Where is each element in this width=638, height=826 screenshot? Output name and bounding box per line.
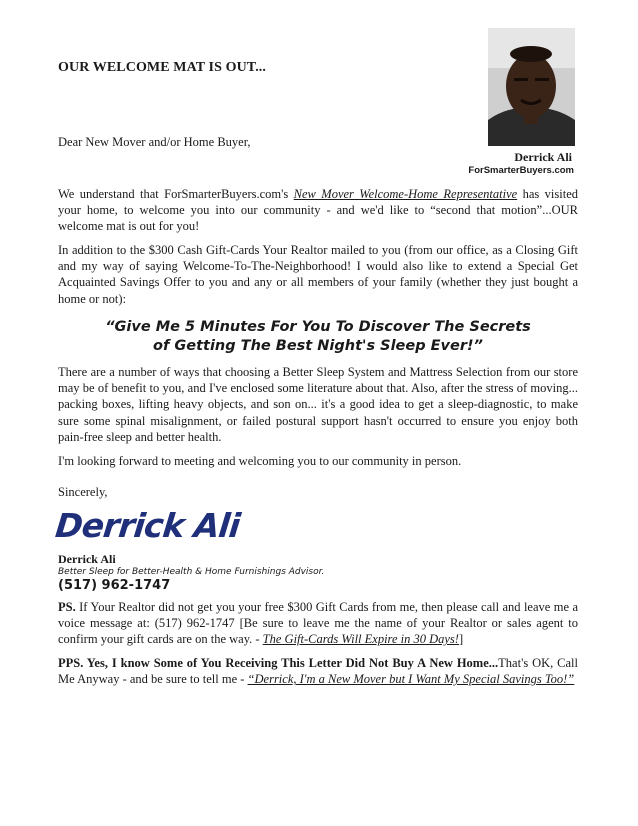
representative-link[interactable]: New Mover Welcome-Home Representative [293, 187, 518, 201]
author-photo [488, 28, 575, 146]
postscript-text: If Your Realtor did not get you your free $300 Gift Cards from me, then please call and leave me a voice message at: (517) 962-1747 [Be sure to leave me the name of your Realtor or sales agent to confirm your gift cards are on the way. - [58, 600, 578, 647]
headline-line-2: of Getting The Best Night's Sleep Ever!” [153, 337, 483, 354]
post-postscript [58, 655, 578, 687]
headline [58, 318, 578, 355]
photo-caption-name: Derrick Ali [514, 150, 572, 164]
signature-image [53, 503, 242, 551]
signer-phone: (517) 962-1747 [58, 578, 171, 593]
letter-title: OUR WELCOME MAT IS OUT... [58, 60, 266, 75]
signer-name: Derrick Ali [58, 552, 116, 566]
paragraph-intro-text: We understand that ForSmarterBuyers.com's [58, 187, 294, 201]
gift-card-expiry-link[interactable]: The Gift-Cards Will Expire in 30 Days! [262, 632, 459, 647]
postscript [58, 599, 578, 648]
photo-caption-site: ForSmarterBuyers.com [468, 165, 574, 176]
postscript-label: PS. [58, 600, 76, 614]
paragraph-intro-text-end: has visited your home, to welcome you into our community - and we'd like to “second that motion”...OUR welcome mat is out for you! [58, 187, 578, 234]
signer-title: Better Sleep for Better-Health & Home Furnishings Advisor. [58, 567, 325, 577]
paragraph-intro [58, 186, 578, 235]
handwritten-signature [53, 503, 242, 551]
paragraph-meeting: I'm looking forward to meeting and welcoming you to our community in person. [58, 454, 462, 468]
svg-text:Derrick Ali: Derrick Ali [53, 506, 242, 545]
special-savings-link[interactable]: “Derrick, I'm a New Mover but I Want My Special Savings Too!” [247, 672, 575, 687]
post-postscript-label: PPS. Yes, I know Some of You Receiving This Letter Did Not Buy A New Home... [58, 656, 499, 670]
post-postscript-text: That's OK, Call Me Anyway - and be sure to tell me - [58, 656, 578, 687]
postscript-end: ] [458, 632, 464, 647]
paragraph-benefits: There are a number of ways that choosing a Better Sleep System and Mattress Selection from our store may be of benefit to you, and I've enclosed some literature about that. Also, after the stress of moving... packing boxes, lifting heavy objects, and son on... it's a good idea to get a sleep-diagnostic, to make sure some spinal misalignment, or failed postural support hasn't occurred to ensure you enjoy both pain-free sleep and better health. [58, 365, 578, 444]
greeting: Dear New Mover and/or Home Buyer, [58, 135, 251, 149]
closing: Sincerely, [58, 485, 108, 499]
portrait-image [488, 28, 575, 146]
paragraph-gift-cards: In addition to the $300 Cash Gift-Cards Your Realtor mailed to you (from our office, as a Closing Gift and my way of saying Welcome-To-The-Neighborhood! I would also like to extend a Special Get Acquainted Savings Offer to you and any or all members of your family (whether they just bought a home or not): [58, 243, 578, 306]
headline-line-1: “Give Me 5 Minutes For You To Discover The Secrets [105, 319, 531, 335]
